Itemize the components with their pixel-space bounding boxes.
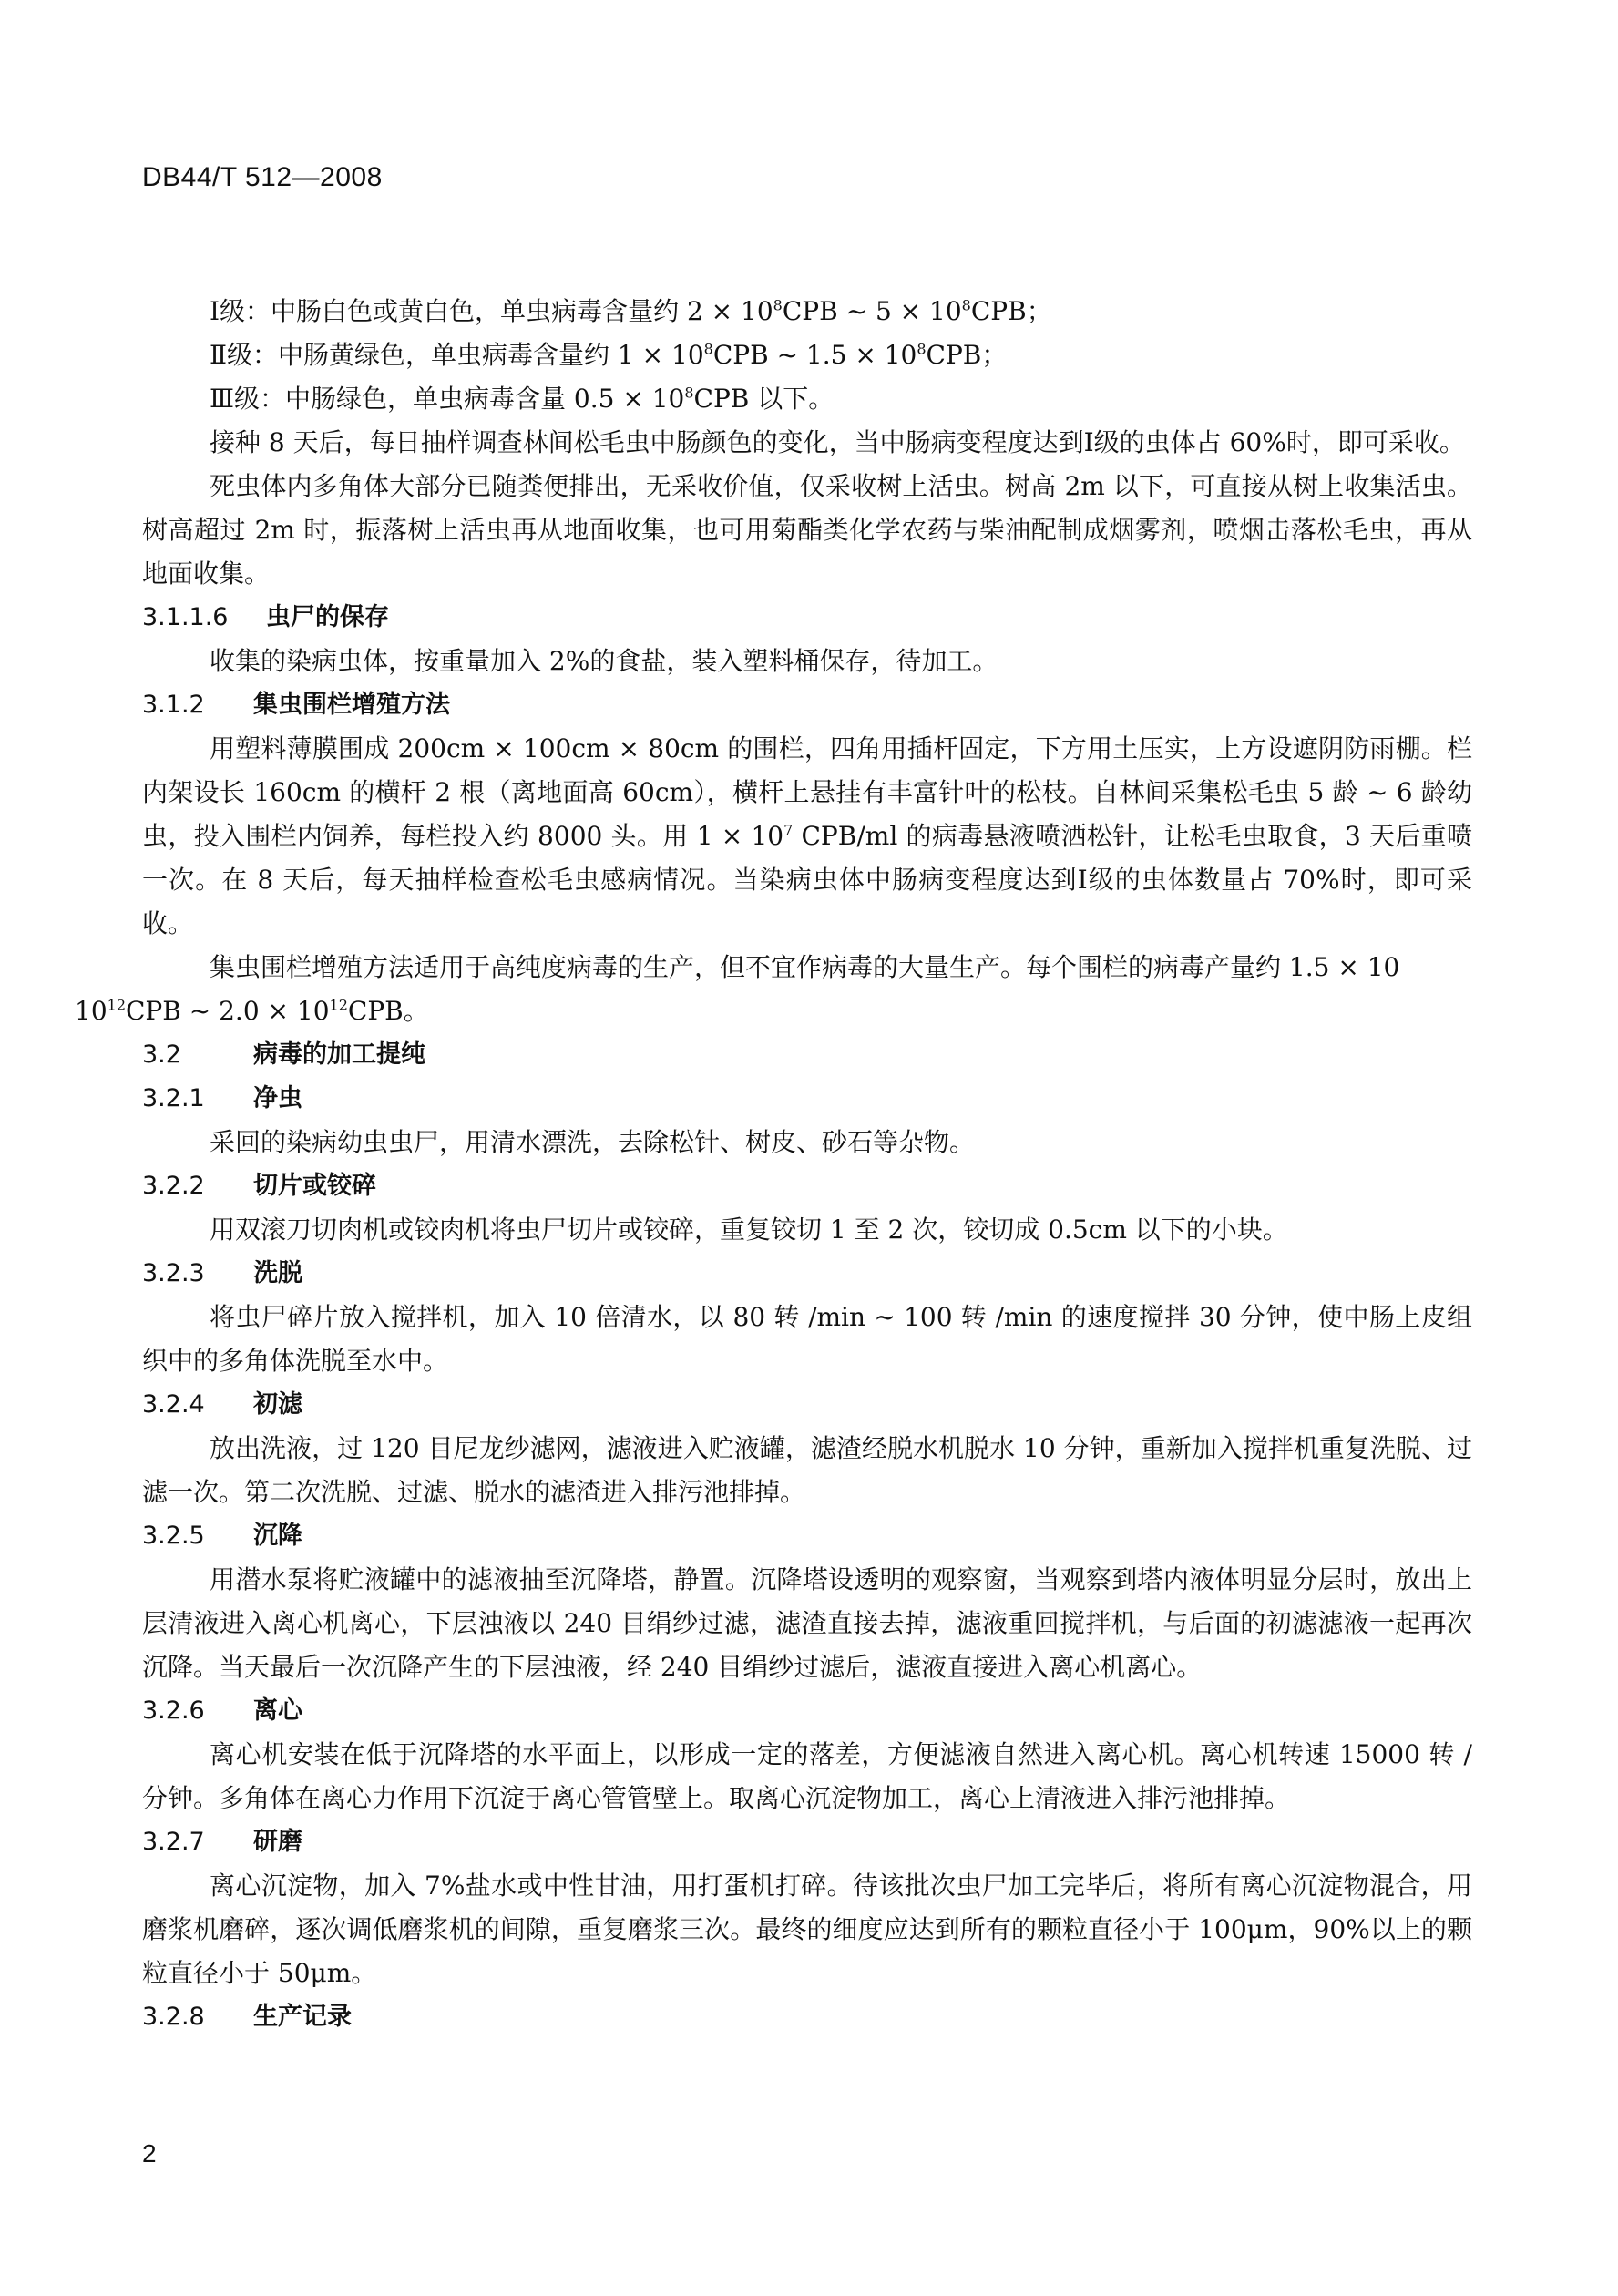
section-heading-323: 3.2.3 洗脱: [142, 1259, 302, 1287]
page-body: [75, 290, 1472, 2039]
section-heading-322: 3.2.2 切片或铰碎: [142, 1172, 376, 1200]
wash-paragraph: 将虫尸碎片放入搅拌机，加入 10 倍清水，以 80 转 /min ~ 100 转 /min 的速度搅拌 30 分钟，使中肠上皮组织中的多角体洗脱至水中。: [142, 1302, 1472, 1376]
section-heading-325: 3.2.5 沉降: [142, 1522, 302, 1550]
grade-2-text: Ⅱ级：中肠黄绿色，单虫病毒含量约 $1 \times 10^8CPB$ ~ $1.5 \times 10^8CPB$；: [210, 340, 1008, 370]
centrifuge-paragraph: 离心机安装在低于沉降塔的水平面上，以形成一定的落差，方便滤液自然进入离心机。离心机转速 15000 转 / 分钟。多角体在离心力作用下沉淀于离心管管壁上。取离心沉淀物加工，离心上清液进入排污池排掉。: [142, 1739, 1472, 1813]
dead-insect-paragraph: 死虫体内多角体大部分已随粪便排出，无采收价值，仅采收树上活虫。树高 2m 以下，可直接从树上收集活虫。树高超过 2m 时，振落树上活虫再从地面收集，也可用菊酯类化学农药与柴油配制成烟雾剂，喷烟击落松毛虫，再从地面收集。: [142, 471, 1472, 589]
section-heading-326: 3.2.6 离心: [142, 1696, 302, 1725]
document-code: DB44/T 512—2008: [142, 162, 383, 192]
settle-paragraph: 用潜水泵将贮液罐中的滤液抽至沉降塔，静置。沉降塔设透明的观察窗，当观察到塔内液体明显分层时，放出上层清液进入离心机离心，下层浊液以 240 目绢纱过滤，滤渣直接去掉，滤液重回搅拌机，与后面的初滤滤液一起再次沉降。当天最后一次沉降产生的下层浊液，经 240 目绢纱过滤后，滤液直接进入离心机离心。: [142, 1564, 1472, 1682]
cut-paragraph: 用双滚刀切肉机或铰肉机将虫尸切片或铰碎，重复铰切 1 至 2 次，铰切成 0.5cm 以下的小块。: [210, 1215, 1288, 1245]
fence-method-paragraph: 用塑料薄膜围成 200cm × 100cm × 80cm 的围栏，四角用插杆固定，下方用土压实，上方设遮阴防雨棚。栏内架设长 160cm 的横杆 2 根（离地面高 60cm），横杆上悬挂有丰富针叶的松枝。自林间采集松毛虫 5 龄 ~ 6 龄幼虫，投入围栏内饲养，每栏投入约 8000 头。用 $1 \times 10^7$ CPB/ml 的病毒悬液喷洒松针，让松毛虫取食，3 天后重喷一次。在 8 天后，每天抽样检查松毛虫感病情况。当染病虫体中肠病变程度达到Ⅰ级的虫体数量占 70%时，即可采收。: [142, 733, 1472, 938]
page-number: 2: [142, 2139, 157, 2168]
grade-1-text: Ⅰ级：中肠白色或黄白色，单虫病毒含量约 $2 \times 10^8CPB$ ~ $5 \times 10^8CPB$；: [210, 296, 1052, 326]
section-heading-321: 3.2.1 净虫: [142, 1084, 302, 1112]
section-heading-3116: 3.1.1.6 虫尸的保存: [142, 603, 389, 631]
grade-3-text: Ⅲ级：中肠绿色，单虫病毒含量 $0.5 \times 10^8CPB$ 以下。: [210, 384, 835, 414]
storage-paragraph: 收集的染病虫体，按重量加入 2%的食盐，装入塑料桶保存，待加工。: [210, 646, 998, 676]
section-heading-328: 3.2.8 生产记录: [142, 2003, 352, 2031]
fence-yield-paragraph: 集虫围栏增殖方法适用于高纯度病毒的生产，但不宜作病毒的大量生产。每个围栏的病毒产量约 1.5 × 10 $10^{12}CPB$ ~ $2.0 \times 10^{12}CPB$。: [75, 952, 1400, 1026]
section-heading-324: 3.2.4 初滤: [142, 1390, 302, 1419]
section-heading-312: 3.1.2 集虫围栏增殖方法: [142, 691, 450, 719]
section-heading-327: 3.2.7 研磨: [142, 1828, 302, 1856]
section-heading-32: 3.2 病毒的加工提纯: [142, 1040, 425, 1069]
harvest-paragraph: 接种 8 天后，每日抽样调查林间松毛虫中肠颜色的变化，当中肠病变程度达到Ⅰ级的虫体占 60%时，即可采收。: [210, 427, 1465, 457]
clean-paragraph: 采回的染病幼虫虫尸，用清水漂洗，去除松针、树皮、砂石等杂物。: [210, 1127, 976, 1157]
filter-paragraph: 放出洗液，过 120 目尼龙纱滤网，滤液进入贮液罐，滤渣经脱水机脱水 10 分钟，重新加入搅拌机重复洗脱、过滤一次。第二次洗脱、过滤、脱水的滤渣进入排污池排掉。: [142, 1433, 1472, 1507]
grind-paragraph: 离心沉淀物，加入 7%盐水或中性甘油，用打蛋机打碎。待该批次虫尸加工完毕后，将所有离心沉淀物混合，用磨浆机磨碎，逐次调低磨浆机的间隙，重复磨浆三次。最终的细度应达到所有的颗粒直径小于 100μm，90%以上的颗粒直径小于 50μm。: [142, 1871, 1472, 1988]
